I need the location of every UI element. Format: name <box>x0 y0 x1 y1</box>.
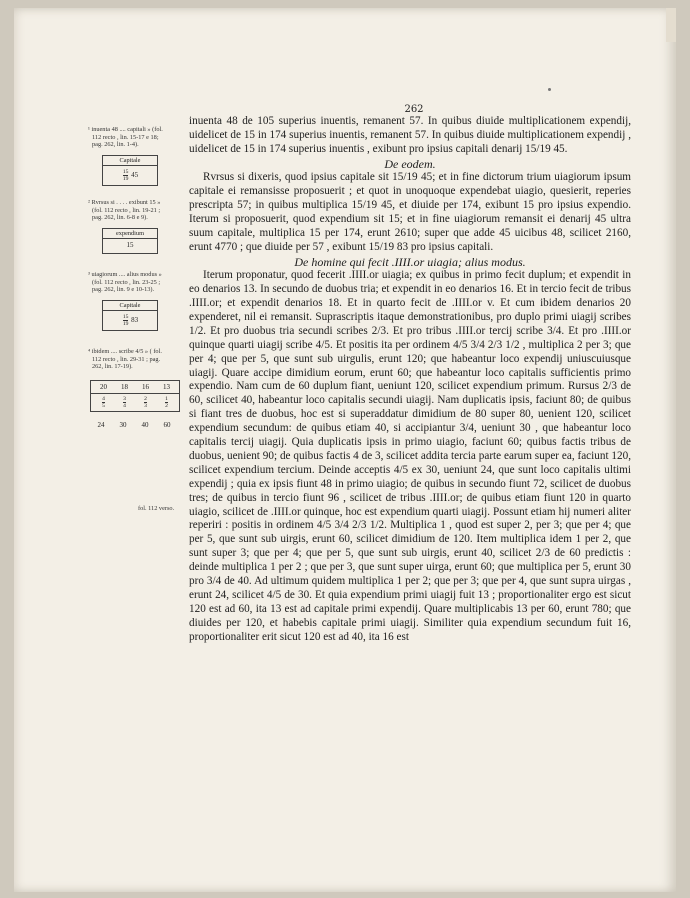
box-value: 45 <box>131 171 139 180</box>
table-cell: 13 <box>163 383 170 391</box>
table-cell: 24 <box>97 421 105 429</box>
table-cell: 16 <box>142 383 149 391</box>
fraction: $\frac{15}{19}$ <box>122 169 129 183</box>
sidenote-line: ³ uiagiorum .... alius modus » <box>88 271 162 278</box>
box-header: Capitale <box>103 301 157 312</box>
table-row-fracs <box>91 393 179 411</box>
sidenote-line: (fol. 112 recto , lin. 19-21 ; <box>92 206 161 214</box>
table-row-top <box>91 381 179 393</box>
paragraph: Iterum proponatur, quod fecerit .IIII.or uiagia; ex quibus in primo fecit duplum; et expendit in eo denarios 13. In secundo de duobus tria; et expendit in eo denarios 16. Et in tercio fecit de tribus .IIII.or; et expendit denarios 18. Et in quarto fecit de .IIII.or v. Et cum ibidem denarios 20 expenderet, nil ei remansit. Suprascriptis itaque demonstrationibus, pro duplo primi uiagij scribes 1/2. Et pro duobus tria secundi scribes 2/3. Et pro tribus .IIII.or tercij scribe 3/4. Et pro .IIII.or quinque quarti uiagij scribe 4/5. Et positis ita per ordinem 4/5 3/4 2/3 1/2 , multiplica 2 per 3; que per 4; que per 5, que sunt sub uirgulis, erunt 120; que habeantur loco expendij uniuscuiusque uiagij. Quare accipe dimidium eorum, erunt 60; que habeantur loco capitalis sufficientis primo expendio. Nam cum de 60 duplum fiant, ueniunt 120, scilicet expendium primum. Rursus 2/3 de 60, scilicet 40, habeantur loco capitalis secundi uiagij. Nam duplicatis ipsis, faciunt 80; de quibus si fiant tres de duobus, hoc est si superaddatur dimidium de 80 super 80, uenient 120, scilicet expendium secundum: de quibus etiam 40, si accipiantur 3/4, ueniunt 30 , que habeantur loco capitalis tercij uiagij. Quia duplicatis ipsis in primo uiagio, faciunt 60; quibus factis tribus de duobus, uenient 90; de quibus factis 4 de 3, scilicet addita tercia parte earum super ea, faciunt 120, scilicet expendium tercium. Deinde acceptis 4/5 ex 30, ueniunt 24, que sunt loco capitalis ultimi expendij ; quia ex ipsis fiunt 48 in primo uiagio; de quibus in secundo fiunt 72, scilicet de duobus tres; de quibus in tercio fiunt 96 , scilicet de tribus .IIII.or; de quibus etiam fiunt 120 in quarto uiagio, scilicet de .IIII.or quinque, hoc est expendium quarti uiagij. Possunt etiam hij numeri aliter reperiri : positis in ordinem 4/5 3/4 2/3 1/2. Multiplica 1 , quod est super 2, per 3; que per 4; que per 5, que sunt sub uirgis, erunt 60, scilicet dimidium de 120. Item multiplica idem 1 per 2, que sunt super 3; que per 4; que per 5, que sunt sub uirgis, erunt 40, scilicet 2/3 de 60 predictis : deinde multiplica 1 per 2 ; que per 3, que sunt super uirga, erunt 60; que multiplica per 5, erunt 30 pro 3/4 de 40. Ad ultimum quidem multiplica 1 per 2; que per 3; que per 4, que sunt supra uirgas , erunt 24, scilicet 4/5 de 30. Et quia expendium primi uiagij fuit 13 ; proportionaliter ergo est sicut 120 est ad 60, ita 13 est ad capitale primi expendij. Quare multiplicabis 13 per 60, erunt 780; que diuides per 120, et habebis capitale primi uiagij. Similiter quia expendium secundum fuit 16, proportionaliter erit sicut 120 est ad 40, ita 16 est <box>189 269 631 643</box>
sidenote-line: ² Rvrsus si . . . . exibunt 15 » <box>88 199 161 206</box>
fraction: $\frac{4}{5}$ <box>102 396 105 409</box>
capitale-box-2 <box>102 300 158 332</box>
fraction: $\frac{3}{4}$ <box>123 396 126 409</box>
sidenote-line: 262, lin. 17-19). <box>92 363 133 371</box>
page-number: 262 <box>404 104 424 115</box>
sidenote-line: 112 recto , lin. 29-31 ; pag. <box>92 355 161 363</box>
fraction: $\frac{1}{2}$ <box>165 396 168 409</box>
table-row-bottom <box>90 421 178 429</box>
sidenote-line: pag. 262, lin. 9 e 10-13). <box>92 286 155 294</box>
paragraph: inuenta 48 de 105 superius inuentis, remanent 57. In quibus diuide multiplicationem expendij, uidelicet de 15 in 174 superius inuentis, remanent 57. In quibus diuide multiplicationem expendij , uidelicet de 15 in 174 superius inuentis , exibunt pro ipsius capitali denarij 15/19 45. <box>189 115 631 155</box>
sidenote-line: (fol. 112 recto , lin. 23-25 ; <box>92 278 161 286</box>
page-corner <box>666 8 676 42</box>
fraction: $\frac{2}{3}$ <box>144 396 147 409</box>
capitale-box-1 <box>102 155 158 187</box>
proportion-table <box>90 380 180 412</box>
box-value: 15 <box>126 241 134 250</box>
sidenote-1 <box>88 126 188 186</box>
box-value: 83 <box>131 316 139 325</box>
section-heading: De homine qui fecit .IIII.or uiagia; alius modus. <box>294 254 526 269</box>
folio-note: fol. 112 verso. <box>138 505 175 512</box>
sidenote-line: pag. 262, lin. 6-8 e 9). <box>92 214 148 222</box>
sidenote-line: ⁴ ibidem .... scribe 4/5 » ( fol. <box>88 348 162 355</box>
table-cell: 18 <box>121 383 128 391</box>
table-cell: 40 <box>141 421 149 429</box>
sidenote-line: ¹ inuenta 48 .... capitali » (fol. <box>88 126 163 133</box>
box-header: expendium <box>103 229 157 240</box>
table-cell: 20 <box>100 383 107 391</box>
box-body <box>103 311 157 330</box>
table-cell: 30 <box>119 421 127 429</box>
main-text <box>189 115 631 645</box>
sidenote-line: pag. 262, lin. 1-4). <box>92 141 139 149</box>
box-header: Capitale <box>103 156 157 167</box>
sidenote-4 <box>88 348 188 371</box>
expendium-box <box>102 228 158 254</box>
sidenote-3 <box>88 271 188 331</box>
box-body <box>103 166 157 185</box>
sidenote-line: 112 recto , lin. 15-17 e 18; <box>92 133 159 141</box>
ink-speck <box>548 88 551 91</box>
paragraph: Rvrsus si dixeris, quod ipsius capitale sit 15/19 45; et in fine dictorum trium uiagiorum ipsum capitale ei remansisse proposuerit ; et quot in unoquoque expendebat uiagio, quesierit, reperies prescripta 57; in quibus multiplica 15/19 45, et diuide per 174, exibunt 15 pro ipsius expendio. Iterum si proposuerit, quod expendium sit 15; et in fine uiagiorum remansit ei denarij 45 ultra suum capitale, multiplica 15 per 174, erunt 2610; super que adde 45 uicibus 48, scilicet 2160, erunt 4770 ; que diuide per 57 , exibunt 15/19 83 pro ipsius capitali. <box>189 171 631 253</box>
sidenote-2 <box>88 199 188 254</box>
section-heading: De eodem. <box>384 156 436 171</box>
fraction: $\frac{15}{19}$ <box>122 314 129 328</box>
table-cell: 60 <box>163 421 171 429</box>
